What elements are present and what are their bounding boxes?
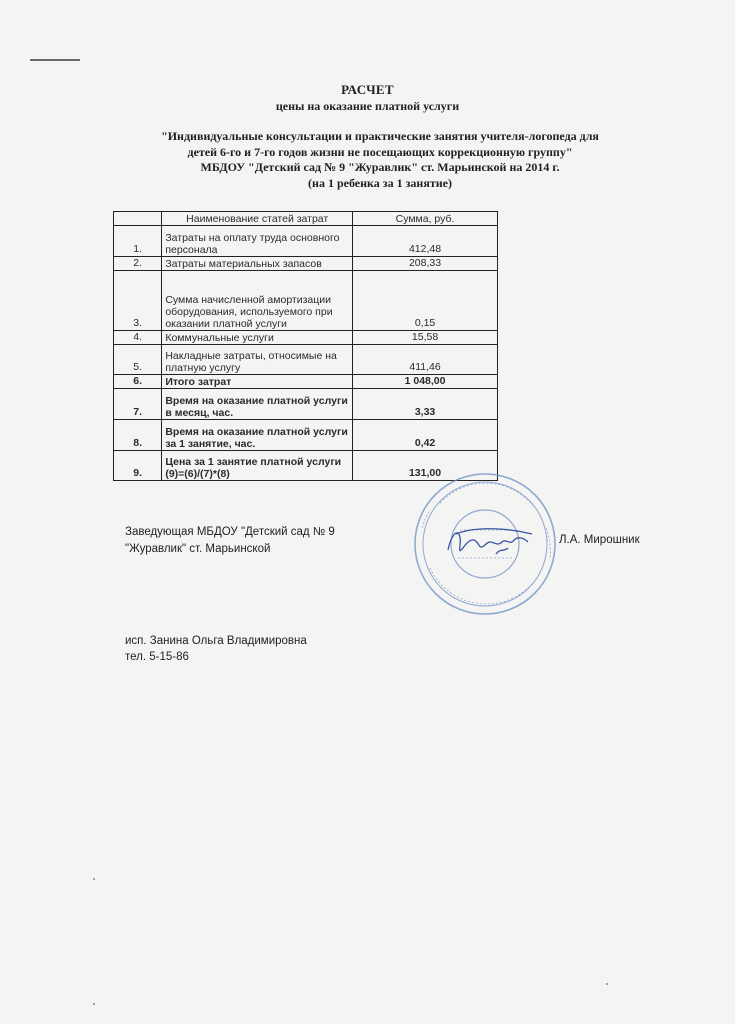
document-title: РАСЧЕТ	[341, 82, 394, 97]
row-number: 2.	[114, 257, 162, 271]
table-row	[114, 389, 498, 420]
row-number: 8.	[114, 420, 162, 451]
row-item-name: Затраты на оплату труда основного персонала	[162, 226, 353, 257]
executor-info	[125, 633, 307, 665]
row-item-name: Сумма начисленной амортизации оборудования, используемого при оказании платной услуги	[162, 271, 353, 331]
row-item-name: Цена за 1 занятие платной услуги (9)=(6)/(7)*(8)	[162, 451, 353, 481]
scan-speck	[93, 1003, 95, 1005]
scan-speck	[606, 983, 608, 985]
table-header-row	[114, 212, 498, 226]
stamp-outer-ring	[415, 474, 555, 614]
row-number: 6.	[114, 375, 162, 389]
row-number: 5.	[114, 345, 162, 375]
signatory-name: Л.А. Мирошник	[559, 534, 640, 546]
scan-speck	[93, 878, 95, 880]
table-row	[114, 345, 498, 375]
row-sum: 411,46	[353, 345, 498, 375]
row-sum: 3,33	[353, 389, 498, 420]
table-row	[114, 226, 498, 257]
executor-phone: тел. 5-15-86	[125, 651, 189, 663]
row-sum: 15,58	[353, 331, 498, 345]
row-item-name: Время на оказание платной услуги за 1 занятие, час.	[162, 420, 353, 451]
row-number: 4.	[114, 331, 162, 345]
table-row	[114, 420, 498, 451]
row-sum: 0,42	[353, 420, 498, 451]
header-number	[114, 212, 162, 226]
table-row	[114, 271, 498, 331]
row-item-name: Затраты материальных запасов	[162, 257, 353, 271]
service-line: "Индивидуальные консультации и практические занятия учителя-логопеда для	[161, 129, 599, 143]
executor-name: исп. Занина Ольга Владимировна	[125, 635, 307, 647]
signatory-position-line: "Журавлик" ст. Марьинской	[125, 543, 271, 555]
document-subtitle: цены на оказание платной услуги	[275, 99, 460, 113]
header-sum: Сумма, руб.	[353, 212, 498, 226]
cost-table	[113, 211, 498, 481]
row-item-name: Итого затрат	[162, 375, 353, 389]
service-line: (на 1 ребенка за 1 занятие)	[308, 175, 452, 190]
row-item-name: Накладные затраты, относимые на платную услугу	[162, 345, 353, 375]
row-sum: 412,48	[353, 226, 498, 257]
table-row	[114, 257, 498, 271]
signatory-position-line: Заведующая МБДОУ "Детский сад № 9	[125, 526, 335, 538]
row-item-name: Коммунальные услуги	[162, 331, 353, 345]
row-sum: 1 048,00	[353, 375, 498, 389]
signatory-position	[125, 524, 335, 558]
row-sum: 131,00	[353, 451, 498, 481]
stamp-text-arc	[440, 483, 535, 508]
row-number: 1.	[114, 226, 162, 257]
header-item-name: Наименование статей затрат	[162, 212, 353, 226]
row-number: 9.	[114, 451, 162, 481]
official-stamp	[400, 468, 570, 618]
stamp-text-arc	[430, 568, 540, 604]
stamp-inner-ring	[451, 510, 519, 578]
row-sum: 208,33	[353, 257, 498, 271]
row-number: 7.	[114, 389, 162, 420]
row-sum: 0,15	[353, 271, 498, 331]
service-line: МБДОУ "Детский сад № 9 "Журавлик" ст. Марьинской на 2014 г.	[200, 160, 560, 174]
row-number: 3.	[114, 271, 162, 331]
service-description	[110, 129, 650, 191]
table-row-total	[114, 375, 498, 389]
scan-edge-mark	[30, 59, 80, 61]
table-row	[114, 331, 498, 345]
row-item-name: Время на оказание платной услуги в месяц, час.	[162, 389, 353, 420]
service-line: детей 6-го и 7-го годов жизни не посещающих коррекционную группу"	[187, 144, 573, 159]
